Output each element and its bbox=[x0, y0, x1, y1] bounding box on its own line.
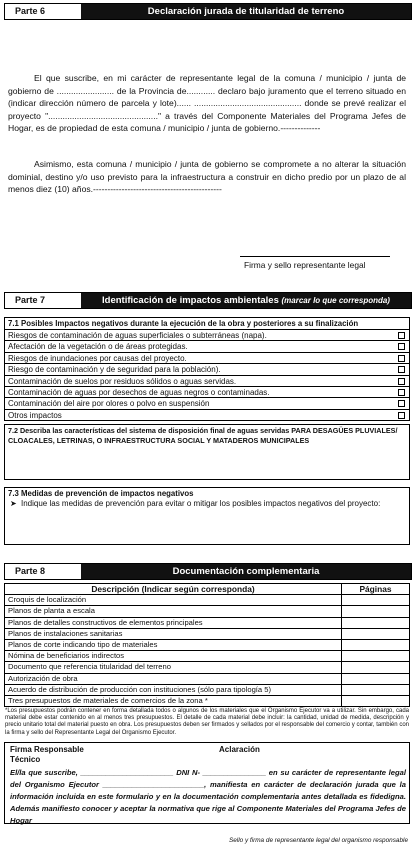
declaration-box bbox=[4, 742, 410, 824]
document-label: Autorización de obra bbox=[5, 673, 342, 684]
impact-checkbox[interactable] bbox=[398, 389, 405, 396]
section73-bullet-text: Indique las medidas de prevención para evitar o mitigar los posibles impactos negativos del proyecto: bbox=[21, 499, 381, 508]
impact-row bbox=[5, 340, 409, 351]
clarification-label: Aclaración bbox=[219, 745, 260, 754]
declaration-signature-label: Sello y firma de representante legal del organismo responsable bbox=[228, 837, 408, 844]
col-description-header: Descripción (Indicar según corresponda) bbox=[5, 584, 342, 595]
impacts-box bbox=[4, 317, 410, 421]
part8-header bbox=[4, 563, 412, 580]
section73-box[interactable] bbox=[4, 487, 410, 545]
impact-row bbox=[5, 352, 409, 363]
table-row bbox=[5, 695, 410, 706]
impact-row bbox=[5, 386, 409, 397]
part6-number: Parte 6 bbox=[15, 6, 46, 16]
pages-cell[interactable] bbox=[342, 695, 410, 706]
impact-label: Riesgos de contaminación de aguas superficiales o subterráneas (napa). bbox=[8, 331, 267, 340]
part6-header bbox=[4, 3, 412, 20]
pages-cell[interactable] bbox=[342, 662, 410, 673]
part8-number: Parte 8 bbox=[15, 566, 46, 576]
impact-checkbox[interactable] bbox=[398, 332, 405, 339]
impact-row bbox=[5, 363, 409, 374]
table-row bbox=[5, 606, 410, 617]
impact-label: Contaminación de suelos por residuos sólidos o aguas servidas. bbox=[8, 376, 237, 386]
document-label: Planos de detalles constructivos de elementos principales bbox=[5, 617, 342, 628]
document-label: Tres presupuestos de materiales de comercios de la zona * bbox=[5, 695, 342, 706]
impact-checkbox[interactable] bbox=[398, 366, 405, 373]
pages-cell[interactable] bbox=[342, 628, 410, 639]
part8-title: Documentación complementaria bbox=[81, 564, 411, 579]
impact-row bbox=[5, 409, 409, 420]
impact-label: Otros impactos bbox=[8, 410, 62, 420]
table-row bbox=[5, 639, 410, 650]
impact-checkbox[interactable] bbox=[398, 343, 405, 350]
document-label: Acuerdo de distribución de producción con instituciones (sólo para tipología 5) bbox=[5, 684, 342, 695]
impact-row bbox=[5, 375, 409, 386]
impact-checkbox[interactable] bbox=[398, 355, 405, 362]
document-label: Croquis de localización bbox=[5, 595, 342, 606]
section72-box[interactable] bbox=[4, 424, 410, 480]
arrow-bullet-icon: ➤ bbox=[10, 499, 17, 508]
impact-row bbox=[5, 397, 409, 408]
budget-note: *Los presupuestos podrán contener en forma detallada todos o algunos de los materiales que el Organismo Ejecutor va a utilizar. Sin embargo, cada material debe estar contenido en al menos tres presupuestos. El detalle de cada material debe incluir: la cantidad, unidad de medida, descripción y precio unitario total del material puesto en obra. Los presupuestos deben ser firmados y sellados por el responsable del comercio y contar, también con la firma y sello del Representante Legal del Organismo Ejecutor. bbox=[5, 708, 409, 736]
section73-title: 7.3 Medidas de prevención de impactos negativos bbox=[8, 489, 194, 498]
table-row bbox=[5, 684, 410, 695]
impact-checkbox[interactable] bbox=[398, 412, 405, 419]
table-row bbox=[5, 651, 410, 662]
section72-title: 7.2 Describa las características del sistema de disposición final de aguas servidas PARA DESAGÜES PLUVIALES/ CLOACALES, LETRINAS, O INFRAESTRUCTURA SOCIAL Y MATADEROS MUNICIPALES bbox=[8, 426, 398, 445]
document-label: Documento que referencia titularidad del terreno bbox=[5, 662, 342, 673]
col-pages-header: Páginas bbox=[342, 584, 410, 595]
documents-table bbox=[4, 583, 410, 707]
table-row bbox=[5, 628, 410, 639]
impact-label: Contaminación de aguas por desechos de aguas negros o contaminadas. bbox=[8, 387, 270, 397]
impact-row bbox=[5, 329, 409, 340]
pages-cell[interactable] bbox=[342, 595, 410, 606]
impact-label: Afectación de la vegetación o de áreas protegidas. bbox=[8, 342, 188, 352]
section71-title: 7.1 Posibles Impactos negativos durante la ejecución de la obra y posteriores a su finalización bbox=[8, 319, 359, 328]
document-label: Planos de corte indicando tipo de materiales bbox=[5, 639, 342, 650]
part6-paragraph1: El que suscribe, en mi carácter de representante legal de la comuna / municipio / junta de gobierno de ........................ de la Provincia de............ declaro bajo juramento que el terreno situado en (indicar dirección número de parcela y lote)...... ............................................. donde se prevé realizar el proyecto ".............................................." a través del Componente Materiales del Programa Jefes de Hogar, es de propiedad de esta comuna / municipio / junta de gobierno.-------------- bbox=[8, 73, 406, 134]
part6-title: Declaración jurada de titularidad de terreno bbox=[81, 4, 411, 19]
part6-paragraph2: Asimismo, esta comuna / municipio / junta de gobierno se compromete a no alterar la situación dominial, destino y/o uso previsto para la infraestructura a construir en dicho predio por un plazo de al menos diez (10) años.--------------------------------------------- bbox=[8, 159, 406, 195]
part7-title-wrap bbox=[81, 293, 411, 308]
table-row bbox=[5, 673, 410, 684]
pages-cell[interactable] bbox=[342, 673, 410, 684]
table-row bbox=[5, 595, 410, 606]
impact-checkbox[interactable] bbox=[398, 378, 405, 385]
pages-cell[interactable] bbox=[342, 606, 410, 617]
table-row bbox=[5, 662, 410, 673]
pages-cell[interactable] bbox=[342, 684, 410, 695]
part7-subtitle: (marcar lo que corresponda) bbox=[281, 296, 390, 305]
part7-title: Identificación de impactos ambientales bbox=[102, 295, 279, 306]
pages-cell[interactable] bbox=[342, 651, 410, 662]
impact-checkbox[interactable] bbox=[398, 400, 405, 407]
technician-signature-label: Firma Responsable Técnico bbox=[10, 745, 84, 764]
section73-bullet bbox=[5, 499, 381, 509]
part7-number: Parte 7 bbox=[15, 295, 46, 305]
document-label: Planos de instalaciones sanitarias bbox=[5, 628, 342, 639]
table-row bbox=[5, 617, 410, 628]
pages-cell[interactable] bbox=[342, 639, 410, 650]
pages-cell[interactable] bbox=[342, 617, 410, 628]
document-label: Planos de planta a escala bbox=[5, 606, 342, 617]
part6-signature-label: Firma y sello representante legal bbox=[244, 260, 366, 270]
declaration-text: El/la que suscribe, ______________________ DNI N- _______________ en su carácter de representante legal del Organismo Ejecutor ________________________, manifiesta en carácter de declaración jurada que la información incluida en este formulario y en la documentación complementaria antes detallada es fidedigna. Además manifiesto conocer y aceptar la normativa que rige al Componente Materiales del Programa Jefes de Hogar bbox=[10, 768, 406, 825]
impact-label: Contaminación del aire por olores o polvo en suspensión bbox=[8, 399, 210, 409]
document-label: Nómina de beneficiarios indirectos bbox=[5, 651, 342, 662]
impact-label: Riesgo de contaminación y de seguridad para la población). bbox=[8, 365, 221, 375]
part7-header bbox=[4, 292, 412, 309]
part6-signature-line bbox=[240, 256, 390, 257]
impact-label: Riesgos de inundaciones por causas del proyecto. bbox=[8, 353, 187, 363]
